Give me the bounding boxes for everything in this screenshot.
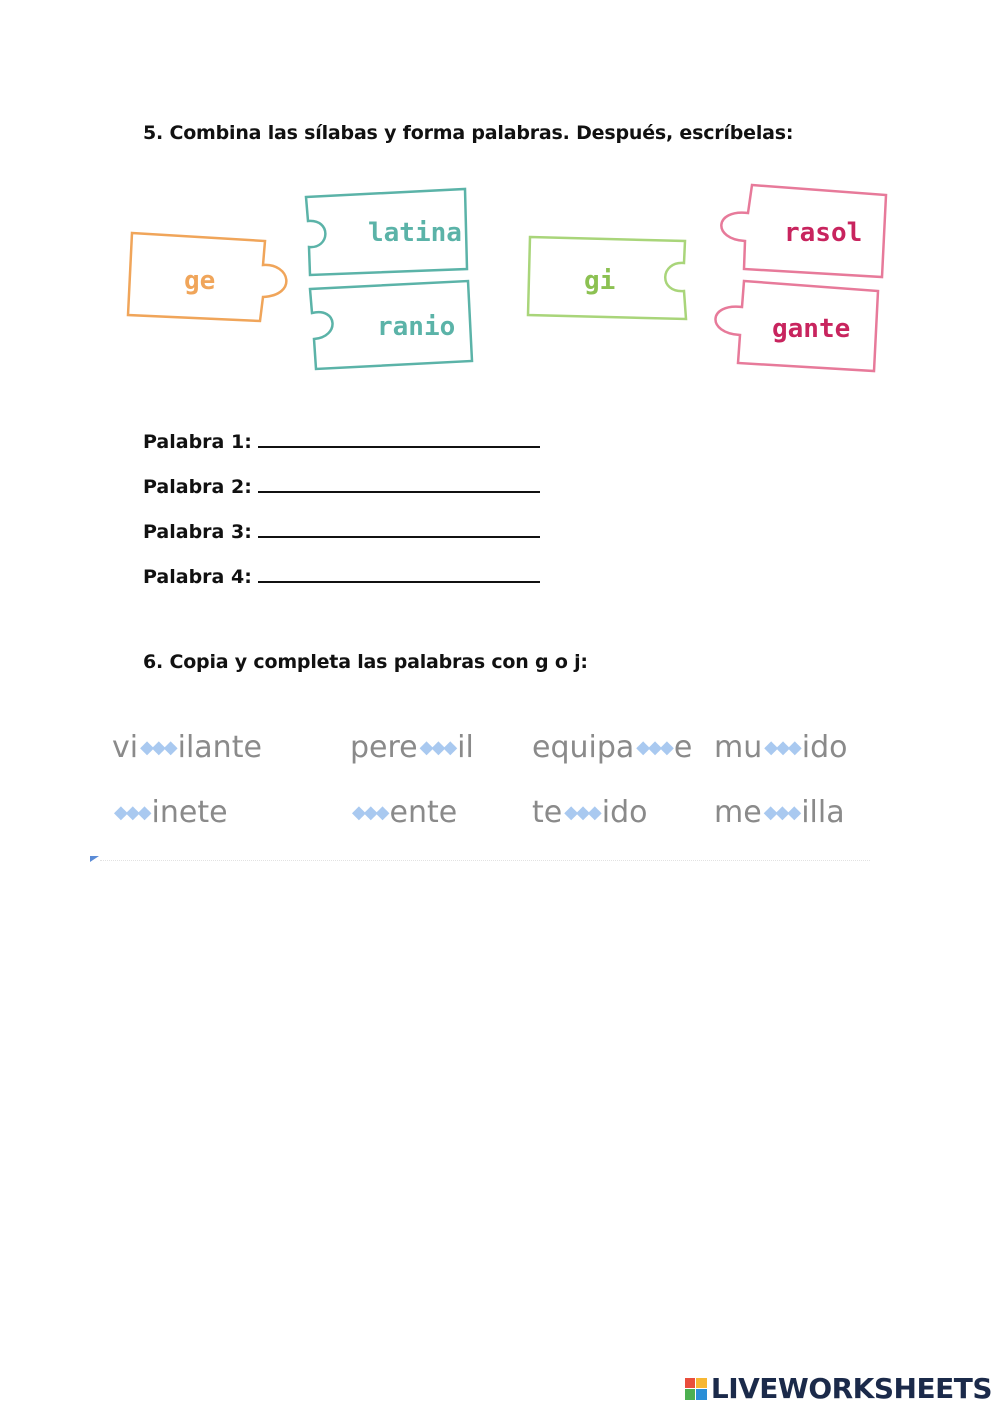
missing-letter-marker[interactable]: ◆◆◆ <box>763 802 800 823</box>
puzzle-piece-option-right-2 <box>715 281 878 371</box>
missing-letter-marker[interactable]: ◆◆◆ <box>419 737 456 758</box>
logo-text: LIVEWORKSHEETS <box>710 1372 992 1405</box>
exercise-5-heading: 5. Combina las sílabas y forma palabras. Después, escríbelas: <box>143 122 794 144</box>
missing-letter-marker[interactable]: ◆◆◆ <box>114 802 150 823</box>
missing-letter-marker[interactable]: ◆◆◆ <box>352 802 388 823</box>
word-3: equipa ◆◆◆e <box>532 730 693 765</box>
word-4: mu ◆◆◆ido <box>714 730 848 765</box>
answer-label-4: Palabra 4: <box>143 566 252 588</box>
answer-row-3 <box>143 518 540 543</box>
missing-letter-marker[interactable]: ◆◆◆ <box>636 737 672 758</box>
answer-row-2 <box>143 473 540 498</box>
puzzle-piece-base-left <box>128 233 286 321</box>
missing-letter-marker[interactable]: ◆◆◆ <box>564 802 600 823</box>
word-6: ◆◆◆ente <box>352 795 458 830</box>
answer-blank-3[interactable] <box>258 518 540 538</box>
puzzle-piece-option-left-1 <box>306 189 467 275</box>
answer-blank-2[interactable] <box>258 473 540 493</box>
answer-label-2: Palabra 2: <box>143 476 252 498</box>
answer-label-3: Palabra 3: <box>143 521 252 543</box>
puzzle-text-base-right: gi <box>584 266 616 296</box>
puzzle-piece-option-left-2 <box>310 281 472 369</box>
answer-label-1: Palabra 1: <box>143 431 252 453</box>
puzzle-piece-base-right <box>528 237 686 319</box>
answer-blank-4[interactable] <box>258 563 540 583</box>
word-5: ◆◆◆inete <box>114 795 228 830</box>
missing-letter-marker[interactable]: ◆◆◆ <box>140 737 176 758</box>
answer-row-4 <box>143 563 540 588</box>
word-8: me ◆◆◆illa <box>714 795 845 830</box>
answer-blank-1[interactable] <box>258 428 540 448</box>
puzzle-text-base-left: ge <box>184 266 216 296</box>
word-7: te ◆◆◆ido <box>532 795 648 830</box>
puzzle-text-option-left-1: latina <box>368 218 462 248</box>
corner-marker <box>90 856 99 862</box>
puzzle-text-option-right-1: rasol <box>784 218 863 248</box>
word-1: vi ◆◆◆ilante <box>112 730 262 765</box>
puzzle-piece-option-right-1 <box>721 185 886 277</box>
word-2: pere ◆◆◆il <box>350 730 474 765</box>
answer-row-1 <box>143 428 540 453</box>
logo-grid-icon <box>685 1378 707 1400</box>
puzzle-text-option-right-2: gante <box>772 314 851 344</box>
puzzle-text-option-left-2: ranio <box>377 312 456 342</box>
exercise-6-heading: 6. Copia y completa las palabras con g o j: <box>143 651 588 673</box>
liveworksheets-logo <box>685 1372 992 1405</box>
crop-divider <box>100 860 870 861</box>
missing-letter-marker[interactable]: ◆◆◆ <box>764 737 800 758</box>
syllable-puzzle <box>120 175 900 380</box>
